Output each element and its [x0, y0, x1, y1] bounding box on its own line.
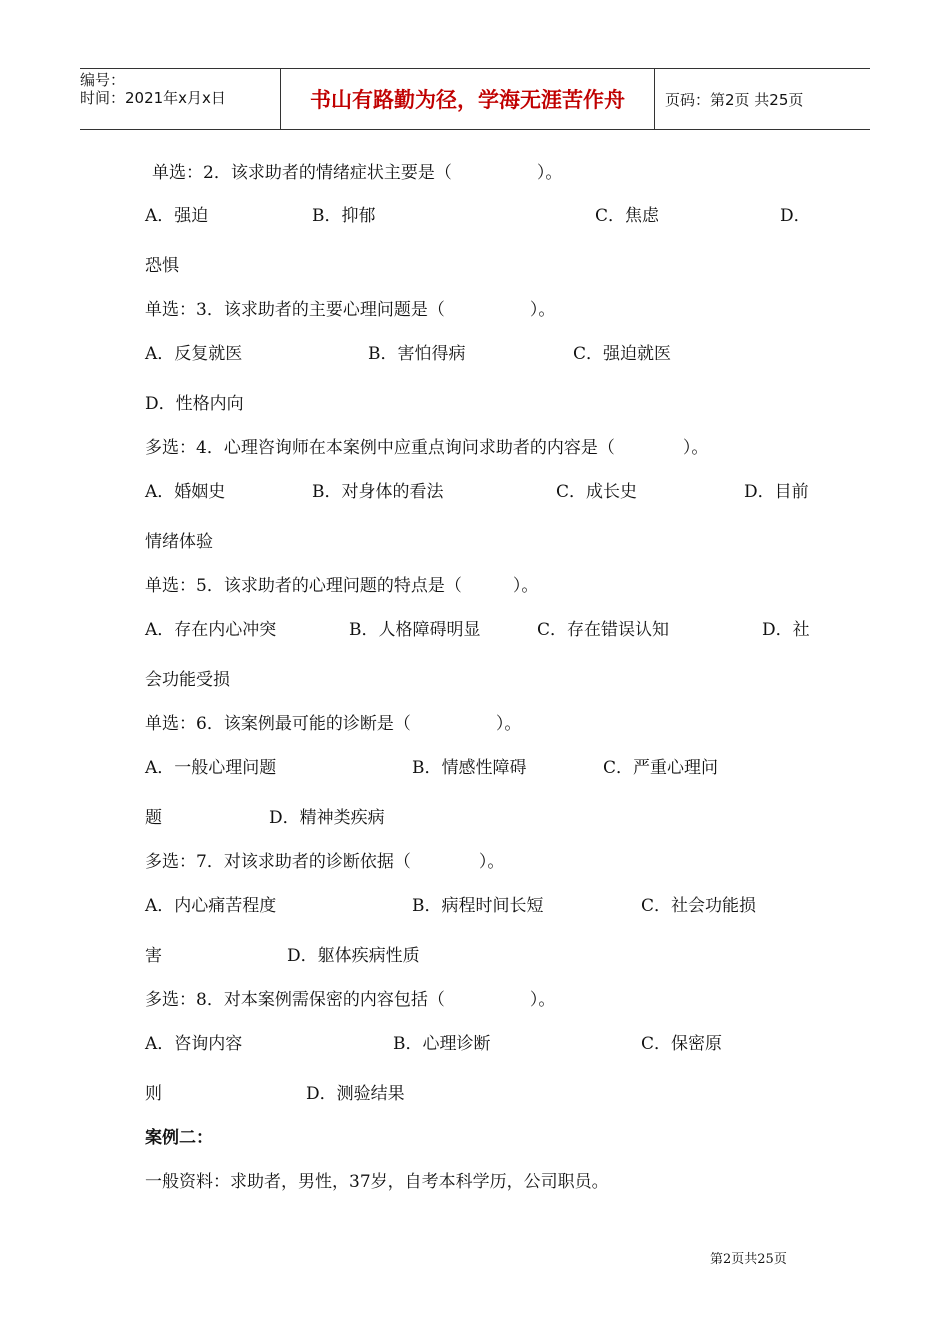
text-line: B．病程时间长短 [412, 896, 544, 916]
text-line: C．保密原 [641, 1034, 723, 1054]
text-line: C．成长史 [556, 482, 638, 502]
text-line: B．抑郁 [312, 206, 376, 226]
text-line: 多选：4．心理咨询师在本案例中应重点询问求助者的内容是（ ）。 [145, 438, 709, 458]
text-line: 情绪体验 [145, 532, 213, 552]
text-line: 一般资料：求助者，男性，37岁，自考本科学历，公司职员。 [145, 1172, 609, 1192]
text-line: 多选：7．对该求助者的诊断依据（ ）。 [145, 852, 505, 872]
text-line: A．一般心理问题 [145, 758, 277, 778]
text-line: B．情感性障碍 [412, 758, 527, 778]
text-line: A．强迫 [145, 206, 209, 226]
text-line: B．人格障碍明显 [349, 620, 481, 640]
page-header [80, 68, 870, 130]
header-page: 页码：第2页 共25页 [665, 90, 804, 109]
text-line: 题 [145, 808, 162, 828]
text-line: 单选：3．该求助者的主要心理问题是（ ）。 [145, 300, 556, 320]
text-line: D．社 [762, 620, 810, 640]
header-meta [80, 69, 281, 129]
text-line: A．存在内心冲突 [145, 620, 277, 640]
text-line: 恐惧 [145, 256, 179, 276]
text-line: C．存在错误认知 [537, 620, 670, 640]
text-line: B．害怕得病 [368, 344, 466, 364]
text-line: A．内心痛苦程度 [145, 896, 277, 916]
text-line: 单选：5．该求助者的心理问题的特点是（ ）。 [145, 576, 539, 596]
text-line: A．反复就医 [145, 344, 243, 364]
section-heading: 案例二： [145, 1128, 213, 1148]
text-line: 单选：6．该案例最可能的诊断是（ ）。 [145, 714, 522, 734]
text-line: D．目前 [744, 482, 809, 502]
text-line: A．婚姻史 [145, 482, 226, 502]
text-line: 则 [145, 1084, 162, 1104]
text-line: D． [780, 206, 811, 226]
page-footer: 第2页共25页 [710, 1252, 787, 1267]
text-line: 害 [145, 946, 162, 966]
text-line: D．测验结果 [306, 1084, 405, 1104]
text-line: 多选：8．对本案例需保密的内容包括（ ）。 [145, 990, 556, 1010]
text-line: C．严重心理问 [603, 758, 719, 778]
text-line: C．强迫就医 [573, 344, 672, 364]
header-number: 编号： [80, 71, 126, 89]
text-line: D．躯体疾病性质 [287, 946, 420, 966]
text-line: B．对身体的看法 [312, 482, 444, 502]
text-line: A．咨询内容 [145, 1034, 243, 1054]
text-line: C．社会功能损 [641, 896, 757, 916]
text-line: D．精神类疾病 [269, 808, 385, 828]
text-line: B．心理诊断 [393, 1034, 491, 1054]
text-line: C．焦虑 [595, 206, 660, 226]
header-date: 时间：2021年x月x日 [80, 89, 226, 107]
text-line: D．性格内向 [145, 394, 244, 414]
text-line: 会功能受损 [145, 670, 230, 690]
header-motto: 书山有路勤为径，学海无涯苦作舟 [281, 69, 655, 129]
text-line: 单选：2．该求助者的情绪症状主要是（ ）。 [152, 163, 563, 183]
